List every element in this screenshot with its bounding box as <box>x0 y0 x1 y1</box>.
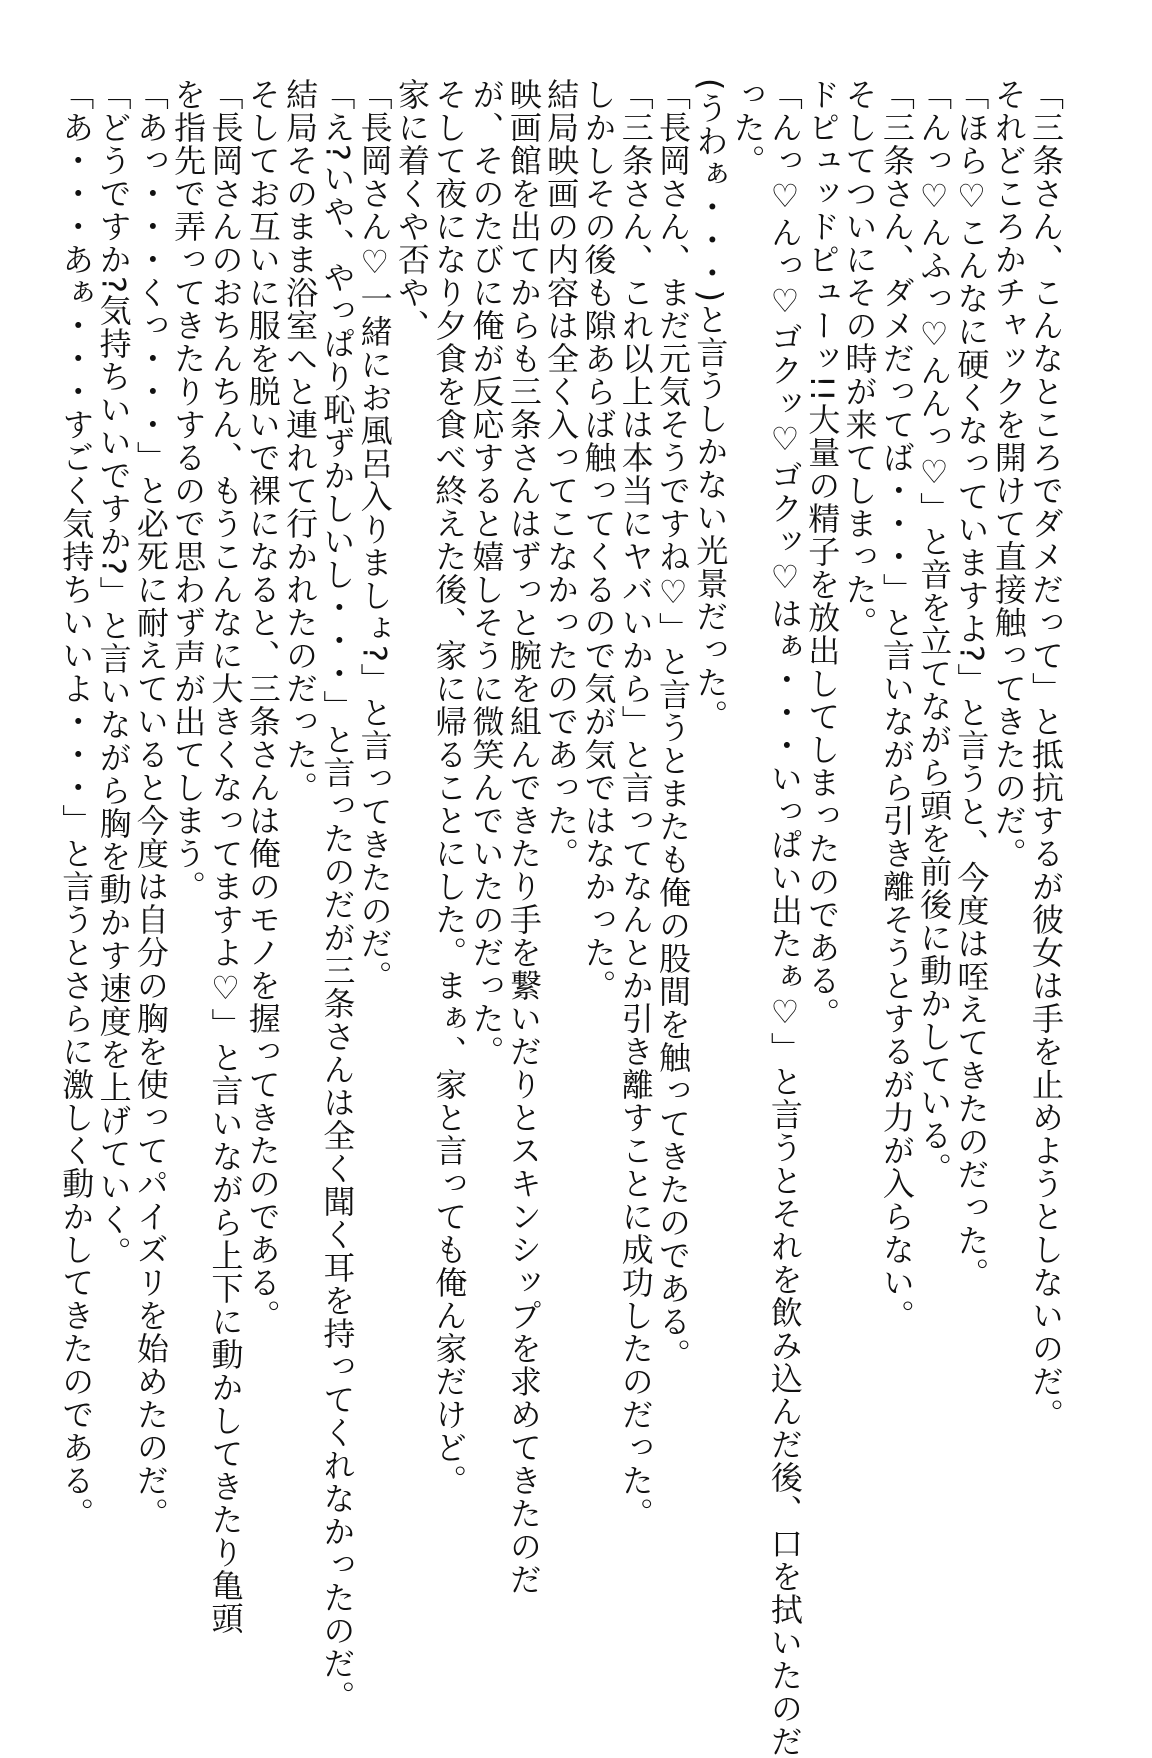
text-line: 「三条さん、ダメだってば・・・」と言いながら引き離そうとするが力が入らない。 <box>877 78 916 1332</box>
text-line: 映画館を出てからも三条さんはずっと腕を組んできたり手を繋いだりとスキンシップを求めてきたのだ <box>504 78 543 1596</box>
text-line: 「んっ♡んっ♡ゴクッ♡ゴクッ♡はぁ・・・いっぱい出たぁ♡」と言うとそれを飲み込んだ後、口を拭いたのだ <box>765 78 804 1758</box>
text-line: 「あ・・・あぁ・・・すごく気持ちいいよ・・・」と言うとさらに激しく動かしてきたのである。 <box>57 78 96 1530</box>
text-line: 結局そのまま浴室へと連れて行かれたのだった。 <box>281 78 320 804</box>
text-line: 「ほら♡こんなに硬くなっていますよ?」と言うと、今度は咥えてきたのだった。 <box>952 78 991 1290</box>
text-line: 「長岡さんのおちんちん、もうこんなに大きくなってますよ♡」と言いながら上下に動かしてきたり亀頭 <box>206 78 245 1635</box>
text-line: 「んっ♡んふっ♡んんっ♡」と音を立てながら頭を前後に動かしている。 <box>915 78 954 1185</box>
text-line: 「長岡さん♡一緒にお風呂入りましょ?」と言ってきたのだ。 <box>355 78 394 993</box>
text-line: そしてついにその時が来てしまった。 <box>840 78 879 639</box>
text-line: 「どうですか?気持ちいいですか?」と言いながら胸を動かす速度を上げていく。 <box>94 78 133 1269</box>
text-line: 家に着くや否や、 <box>392 78 431 342</box>
text-line: 「三条さん、こんなところでダメだって」と抵抗するが彼女は手を止めようとしないのだ。 <box>1027 78 1065 1431</box>
text-line: ドピュッドピューッ!!大量の精子を放出してしまったのである。 <box>803 78 842 1030</box>
text-line: そしてお互いに服を脱いで裸になると、三条さんは俺のモノを握ってきたのである。 <box>243 78 282 1332</box>
text-line: 「あっ・・・くっ・・・」と必死に耐えていると今度は自分の胸を使ってパイズリを始めたのだ。 <box>131 78 170 1530</box>
text-line: それどころかチャックを開けて直接触ってきたのだ。 <box>989 78 1028 870</box>
text-line: を指先で弄ってきたりするので思わず声が出てしまう。 <box>169 78 208 903</box>
vertical-text-body <box>57 78 1065 1758</box>
text-line: が、そのたびに俺が反応すると嬉しそうに微笑んでいたのだった。 <box>467 78 506 1068</box>
text-line: 結局映画の内容は全く入ってこなかったのであった。 <box>542 78 581 870</box>
text-line: 「え?いや、やっぱり恥ずかしいし・・・」と言ったのだが三条さんは全く聞く耳を持ってくれなかったのだ。 <box>318 78 357 1713</box>
text-line: 「長岡さん、まだ元気そうですね♡」と言うとまたも俺の股間を触ってきたのである。 <box>654 78 693 1371</box>
text-line: (うわぁ・・・)と言うしかない光景だった。 <box>691 78 730 732</box>
text-line: そして夜になり夕食を食べ終えた後、家に帰ることにした。まぁ、家と言っても俺ん家だけど。 <box>430 78 469 1497</box>
text-line: 「三条さん、これ以上は本当にヤバいから」と言ってなんとか引き離すことに成功したのだった。 <box>616 78 655 1530</box>
text-line: しかしその後も隙あらば触ってくるので気が気ではなかった。 <box>579 78 618 1002</box>
text-line: った。 <box>728 78 767 177</box>
